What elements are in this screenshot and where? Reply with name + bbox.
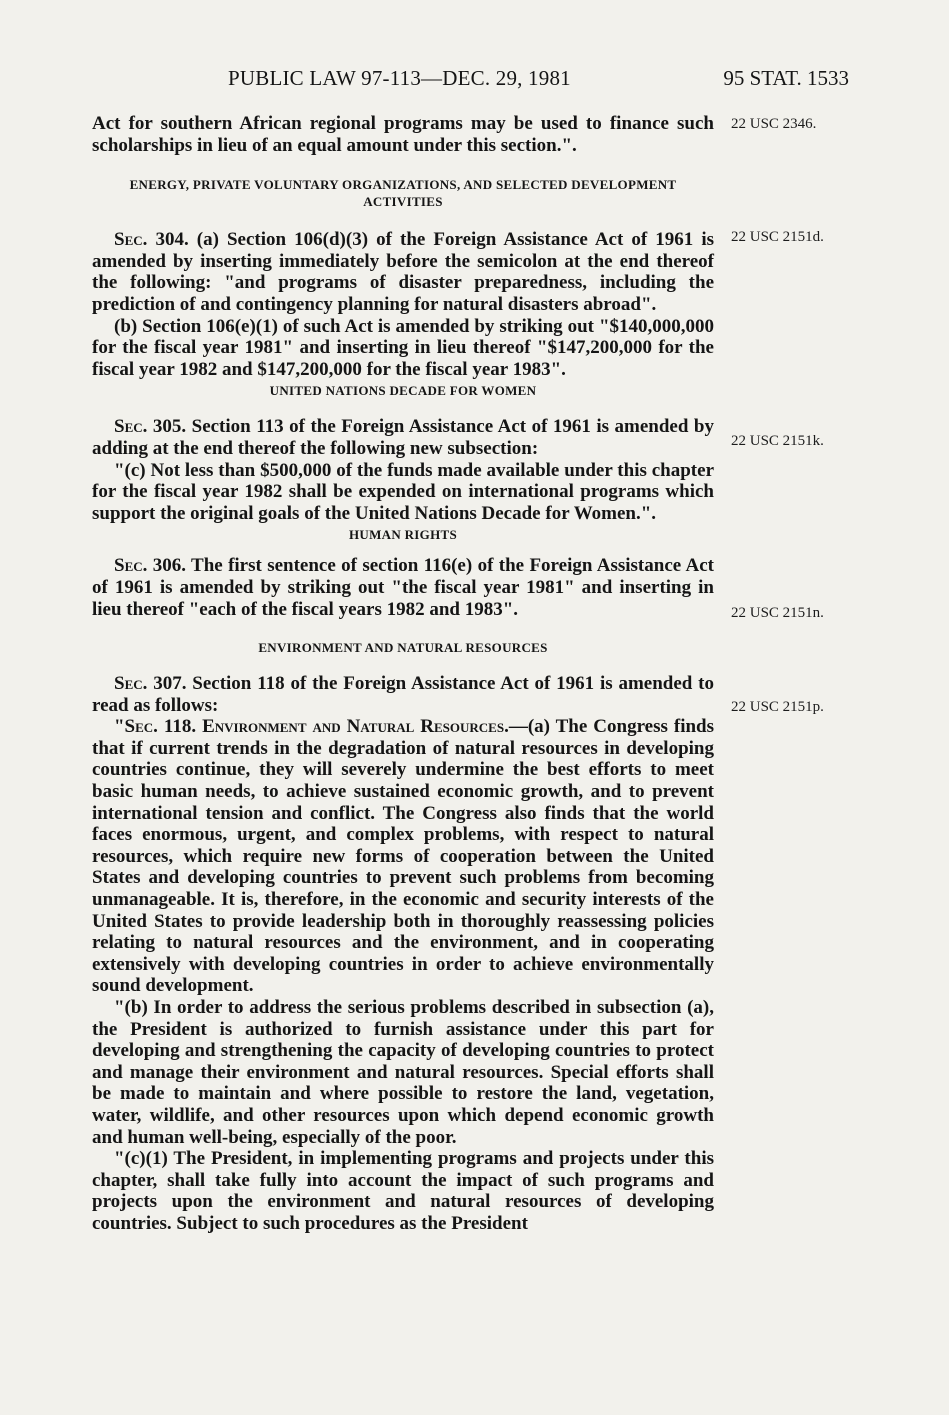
section-118-title: "Sec. 118. Environment and Natural Resources. (114, 716, 509, 738)
section-heading-energy: ENERGY, PRIVATE VOLUNTARY ORGANIZATIONS, AND SELECTED DEVELOPMENT ACTIVITIES (129, 177, 677, 210)
margin-citation-2151p: 22 USC 2151p. (731, 699, 824, 715)
section-304-a (92, 229, 714, 315)
section-heading-women: UNITED NATIONS DECADE FOR WOMEN (269, 383, 537, 399)
section-118-b: "(b) In order to address the serious problems described in subsection (a), the President is authorized to furnish assistance under this part for developing and strengthening the capacity of developing countries to protect and manage their environment and natural resources. Special efforts shall be made to maintain and where possible to restore the land, vegetation, water, wildlife, and other resources upon which depend economic growth and human well-being, especially of the poor. (92, 997, 714, 1148)
statute-page-number: 95 STAT. 1533 (723, 66, 849, 90)
running-title: PUBLIC LAW 97-113—DEC. 29, 1981 (228, 66, 571, 90)
section-118-c: "(c)(1) The President, in implementing programs and projects under this chapter, shall take fully into account the impact of such programs and projects upon the environment and natural resources of developing countries. Subject to such procedures as the President (92, 1148, 714, 1234)
section-305 (92, 416, 714, 459)
section-heading-human-rights: HUMAN RIGHTS (349, 527, 457, 543)
running-header (0, 66, 949, 96)
carryover-paragraph: Act for southern African regional programs may be used to finance such scholarships in lieu of an equal amount under this section.". (92, 113, 714, 156)
section-306-text: 306. The first sentence of section 116(e) of the Foreign Assistance Act of 1961 is amended by striking out "the fiscal year 1981" and inserting in lieu thereof "each of the fiscal years 1982 and 1983". (92, 555, 714, 620)
body-text-column (92, 113, 714, 1235)
section-307 (92, 673, 714, 716)
section-heading-environment: ENVIRONMENT AND NATURAL RESOURCES (258, 640, 548, 656)
section-label: Sec. (114, 416, 148, 438)
margin-citation-2151k: 22 USC 2151k. (731, 433, 824, 449)
section-label: Sec. (114, 555, 148, 577)
section-305-c: "(c) Not less than $500,000 of the funds made available under this chapter for the fiscal year 1982 shall be expended on international programs which support the original goals of the United Nations Decade for Women.". (92, 459, 714, 524)
section-304-b: (b) Section 106(e)(1) of such Act is amended by striking out "$140,000,000 for the fiscal year 1981" and inserting in lieu thereof "$147,200,000 for the fiscal year 1982 and $147,200,000 for the fiscal year 1983". (92, 315, 714, 380)
section-118-a (92, 716, 714, 997)
section-305-text: 305. Section 113 of the Foreign Assistance Act of 1961 is amended by adding at the end thereof the following new subsection: (92, 416, 714, 459)
margin-citation-2151d: 22 USC 2151d. (731, 229, 824, 245)
section-306 (92, 555, 714, 620)
margin-citation-2151n: 22 USC 2151n. (731, 605, 824, 621)
section-label: Sec. (114, 229, 148, 251)
section-307-text: 307. Section 118 of the Foreign Assistance Act of 1961 is amended to read as follows: (92, 673, 714, 716)
section-304-a-text: 304. (a) Section 106(d)(3) of the Foreign Assistance Act of 1961 is amended by inserting immediately before the semicolon at the end thereof the following: "and programs of disaster preparedness, including the prediction of and contingency planning for natural disasters abroad". (92, 229, 714, 315)
margin-citation-2346: 22 USC 2346. (731, 116, 817, 132)
section-118-a-text: —(a) The Congress finds that if current trends in the degradation of natural resources in developing countries continue, they will severely undermine the best efforts to meet basic human needs, to achieve sustained economic growth, and to prevent international tension and conflict. The Congress also finds that the world faces enormous, urgent, and complex problems, with respect to natural resources, which require new forms of cooperation between the United States and developing countries to prevent such problems from becoming unmanageable. It is, therefore, in the economic and security interests of the United States to provide leadership both in thoroughly reassessing policies relating to natural resources and the environment, and in cooperating extensively with developing countries in order to achieve environmentally sound development. (92, 716, 715, 997)
section-label: Sec. (114, 673, 148, 695)
